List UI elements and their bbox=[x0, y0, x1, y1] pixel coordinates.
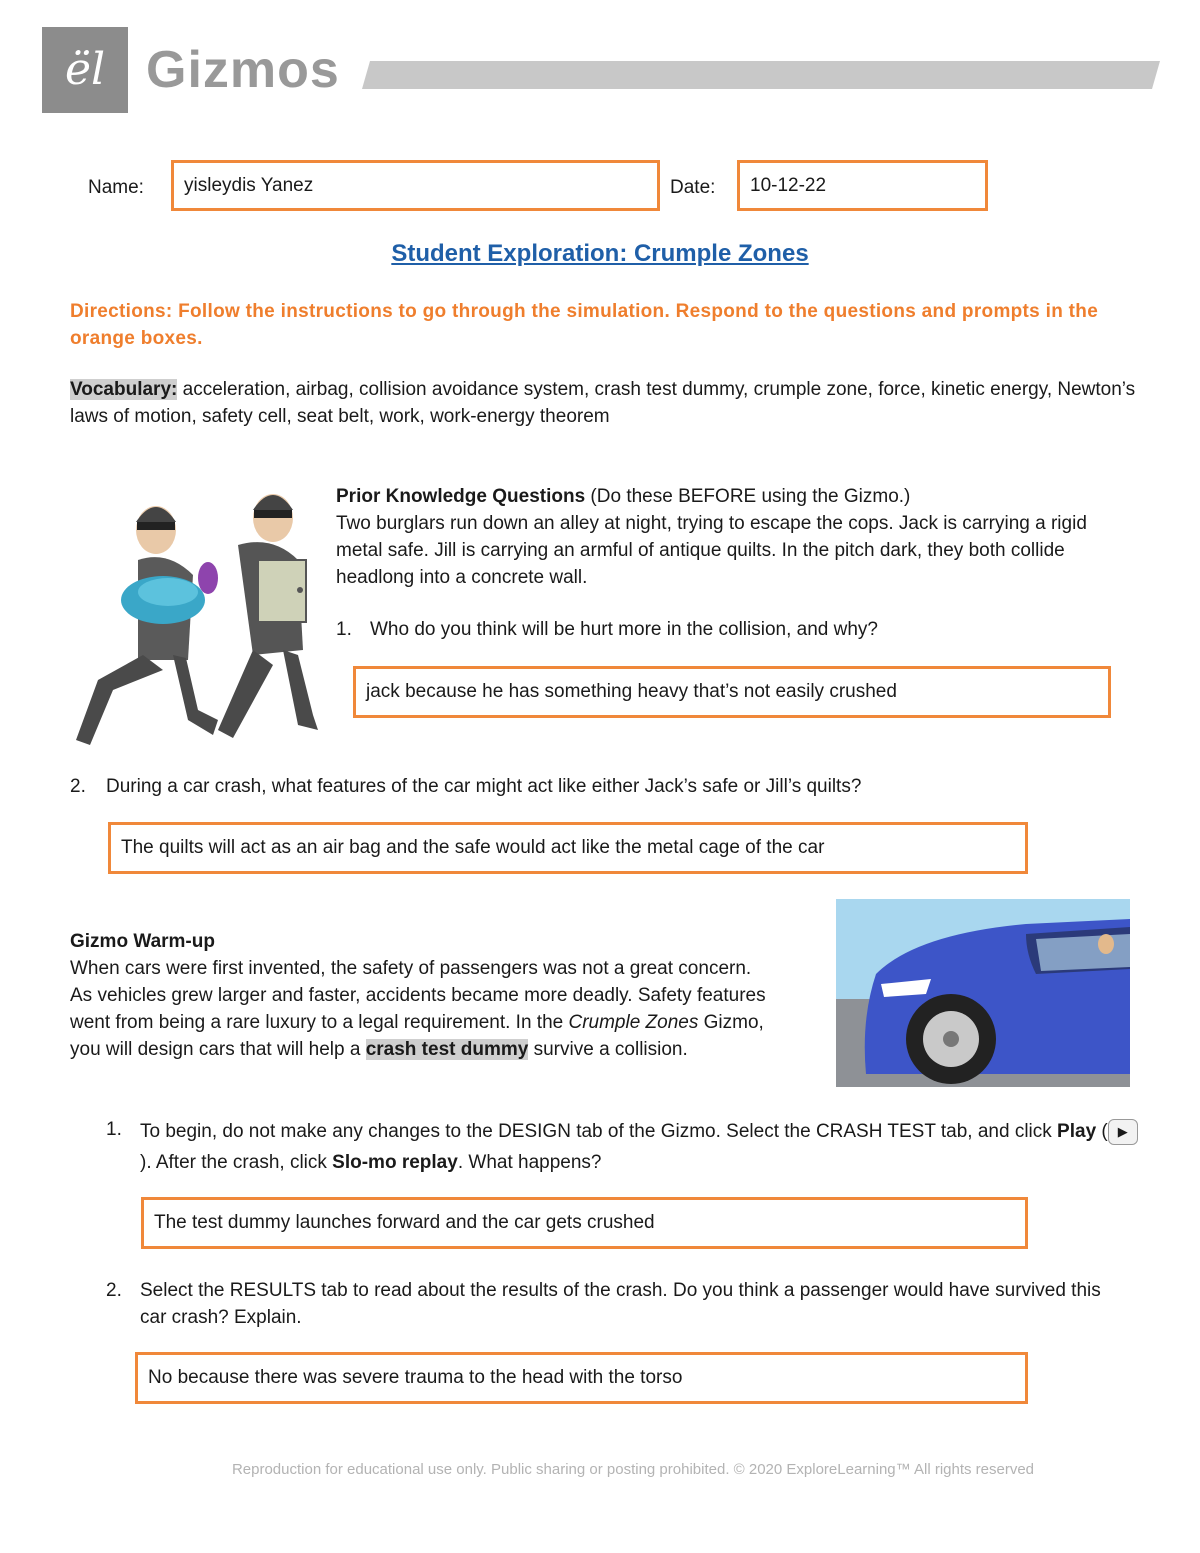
footer-copyright: Reproduction for educational use only. Public sharing or posting prohibited. © 2020 ExploreLearning™ All rights reserved bbox=[231, 1461, 1035, 1478]
warmup-q2-number: 2. bbox=[106, 1280, 122, 1301]
pk-q2-number: 2. bbox=[70, 776, 86, 797]
car-illustration bbox=[836, 899, 1130, 1087]
prior-knowledge-block: Prior Knowledge Questions (Do these BEFORE using the Gizmo.) Two burglars run down an alley at night, trying to escape the cops. Jack is carrying a rigid metal safe. Jill is carrying an armful of antique quilts. In the pitch dark, they both collide headlong into a concrete wall. bbox=[336, 486, 1087, 588]
warmup-block: Gizmo Warm-up When cars were first invented, the safety of passengers was not a great concern. As vehicles grew larger and faster, accidents became more deadly. Safety features went from being a rare luxury to a legal requirement. In the Crumple Zones Gizmo, you will design cars that will help a crash test dummy survive a collision. bbox=[70, 931, 766, 1060]
page-title: Student Exploration: Crumple Zones bbox=[391, 240, 809, 267]
warmup-heading: Gizmo Warm-up bbox=[70, 931, 215, 952]
header-bar bbox=[362, 61, 1160, 89]
prior-knowledge-heading: Prior Knowledge Questions bbox=[336, 486, 586, 507]
warmup-q1-text: To begin, do not make any changes to the DESIGN tab of the Gizmo. Select the CRASH TEST tab, and click Play ( ▶). After the crash, click Slo-mo replay. What happens? bbox=[140, 1116, 1140, 1178]
prior-knowledge-intro: Two burglars run down an alley at night, trying to escape the cops. Jack is carrying a rigid metal safe. Jill is carrying an armful of antique quilts. In the pitch dark, they both collide headlong into a concrete wall. bbox=[336, 513, 1087, 588]
pk-q1-number: 1. bbox=[336, 619, 352, 640]
crash-test-dummy-highlight: crash test dummy bbox=[365, 1039, 529, 1060]
play-icon: ▶ bbox=[1108, 1119, 1138, 1145]
pk-answer-2[interactable]: The quilts will act as an air bag and the safe would act like the metal cage of the car bbox=[108, 822, 1028, 874]
vocabulary-label: Vocabulary: bbox=[70, 379, 178, 400]
pk-q2-text: During a car crash, what features of the car might act like either Jack’s safe or Jill’s quilts? bbox=[106, 776, 862, 797]
warmup-q2-text: Select the RESULTS tab to read about the results of the crash. Do you think a passenger would have survived this car crash? Explain. bbox=[140, 1280, 1101, 1328]
name-field[interactable]: yisleydis Yanez bbox=[171, 160, 660, 211]
pk-q1-text: Who do you think will be hurt more in the collision, and why? bbox=[370, 619, 878, 640]
name-label: Name: bbox=[88, 177, 144, 198]
warmup-q1-number: 1. bbox=[106, 1119, 122, 1140]
directions-text: Directions: Follow the instructions to go through the simulation. Respond to the questions and prompts in the orange boxes. bbox=[70, 301, 1099, 349]
vocabulary-text: Vocabulary: acceleration, airbag, collision avoidance system, crash test dummy, crumple zone, force, kinetic energy, Newton’s laws of motion, safety cell, seat belt, work, work-energy theorem bbox=[70, 379, 1136, 427]
explorelearning-logo: ël bbox=[42, 27, 128, 113]
date-label: Date: bbox=[670, 177, 716, 198]
burglars-illustration bbox=[68, 480, 318, 760]
pk-answer-1[interactable]: jack because he has something heavy that’s not easily crushed bbox=[353, 666, 1111, 718]
gizmos-brand: Gizmos bbox=[146, 41, 340, 99]
warmup-answer-2[interactable]: No because there was severe trauma to the head with the torso bbox=[135, 1352, 1028, 1404]
warmup-answer-1[interactable]: The test dummy launches forward and the car gets crushed bbox=[141, 1197, 1028, 1249]
date-field[interactable]: 10-12-22 bbox=[737, 160, 988, 211]
